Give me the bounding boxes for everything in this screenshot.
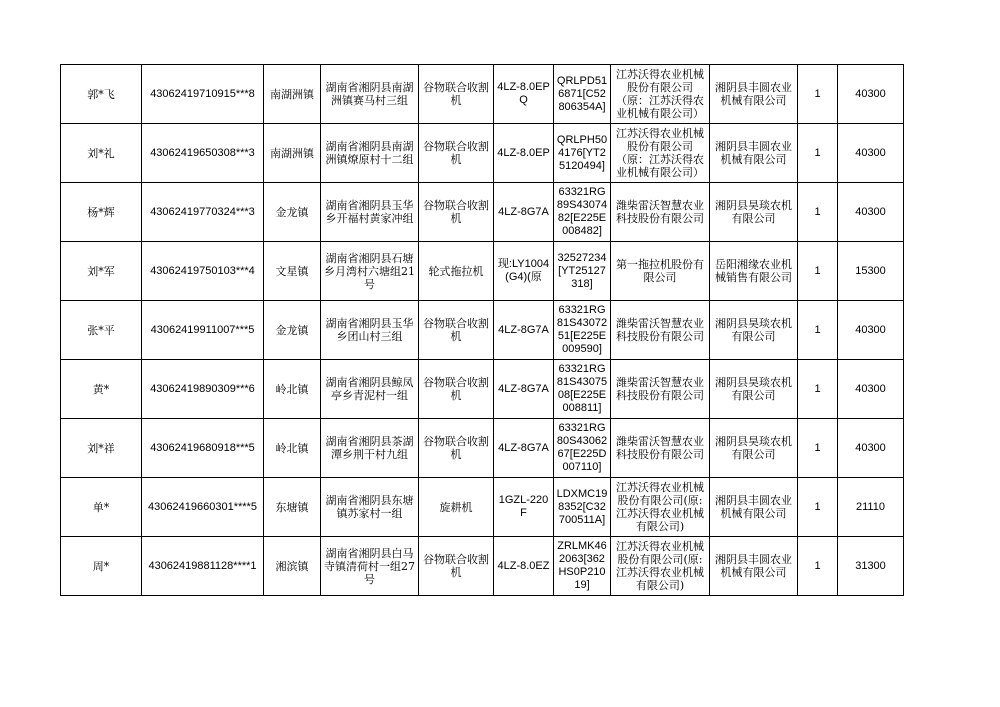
serial-number-cell: 63321RG81S4307251[E225E009590]	[554, 301, 611, 360]
manufacturer-cell: 江苏沃得农业机械股份有限公司（原：江苏沃得农业机械有限公司）	[611, 65, 710, 124]
seller-cell: 湘阴县昊琰农机有限公司	[710, 183, 798, 242]
manufacturer-cell: 潍柴雷沃智慧农业科技股份有限公司	[611, 183, 710, 242]
id-number-cell: 43062419770324***3	[142, 183, 264, 242]
id-number-cell: 43062419881128****1	[142, 537, 264, 596]
id-number-cell: 43062419890309***6	[142, 360, 264, 419]
machine-type-cell: 谷物联合收割机	[419, 360, 494, 419]
machine-type-cell: 谷物联合收割机	[419, 124, 494, 183]
table-body	[61, 65, 904, 596]
amount-cell: 40300	[838, 360, 904, 419]
id-number-cell: 43062419680918***5	[142, 419, 264, 478]
address-cell: 湖南省湘阴县茶湖潭乡荆干村九组	[321, 419, 419, 478]
serial-number-cell: 63321RG80S4306267[E225D007110]	[554, 419, 611, 478]
model-cell: 现:LY1004(G4)(原	[494, 242, 554, 301]
quantity-cell: 1	[798, 478, 838, 537]
serial-number-cell: ZRLMK462063[362HS0P21019]	[554, 537, 611, 596]
table-row	[61, 537, 904, 596]
address-cell: 湖南省湘阴县鲸凤亭乡青泥村一组	[321, 360, 419, 419]
address-cell: 湖南省湘阴县石塘乡月湾村六塘组21号	[321, 242, 419, 301]
manufacturer-cell: 第一拖拉机股份有限公司	[611, 242, 710, 301]
amount-cell: 21110	[838, 478, 904, 537]
table-row	[61, 242, 904, 301]
town-cell: 文星镇	[264, 242, 321, 301]
name-cell: 黄*	[61, 360, 142, 419]
quantity-cell: 1	[798, 65, 838, 124]
id-number-cell: 43062419911007***5	[142, 301, 264, 360]
town-cell: 岭北镇	[264, 360, 321, 419]
name-cell: 单*	[61, 478, 142, 537]
seller-cell: 湘阴县丰圆农业机械有限公司	[710, 65, 798, 124]
amount-cell: 40300	[838, 301, 904, 360]
town-cell: 南湖洲镇	[264, 124, 321, 183]
name-cell: 周*	[61, 537, 142, 596]
serial-number-cell: QRLPD516871[C52806354A]	[554, 65, 611, 124]
model-cell: 4LZ-8G7A	[494, 419, 554, 478]
town-cell: 岭北镇	[264, 419, 321, 478]
table-row	[61, 360, 904, 419]
amount-cell: 40300	[838, 124, 904, 183]
amount-cell: 31300	[838, 537, 904, 596]
id-number-cell: 43062419750103***4	[142, 242, 264, 301]
name-cell: 刘*祥	[61, 419, 142, 478]
manufacturer-cell: 江苏沃得农业机械股份有限公司(原:江苏沃得农业机械有限公司)	[611, 537, 710, 596]
model-cell: 4LZ-8G7A	[494, 183, 554, 242]
subsidy-table	[60, 64, 904, 596]
seller-cell: 湘阴县昊琰农机有限公司	[710, 360, 798, 419]
quantity-cell: 1	[798, 183, 838, 242]
model-cell: 4LZ-8.0EP	[494, 124, 554, 183]
seller-cell: 湘阴县丰圆农业机械有限公司	[710, 537, 798, 596]
address-cell: 湖南省湘阴县南湖洲镇赛马村三组	[321, 65, 419, 124]
machine-type-cell: 谷物联合收割机	[419, 301, 494, 360]
seller-cell: 湘阴县丰圆农业机械有限公司	[710, 478, 798, 537]
seller-cell: 湘阴县昊琰农机有限公司	[710, 419, 798, 478]
table-row	[61, 419, 904, 478]
table-row	[61, 124, 904, 183]
town-cell: 东塘镇	[264, 478, 321, 537]
seller-cell: 湘阴县丰圆农业机械有限公司	[710, 124, 798, 183]
model-cell: 4LZ-8.0EPQ	[494, 65, 554, 124]
manufacturer-cell: 潍柴雷沃智慧农业科技股份有限公司	[611, 301, 710, 360]
address-cell: 湖南省湘阴县南湖洲镇燎原村十二组	[321, 124, 419, 183]
machine-type-cell: 谷物联合收割机	[419, 537, 494, 596]
name-cell: 刘*礼	[61, 124, 142, 183]
table-row	[61, 183, 904, 242]
seller-cell: 岳阳湘缘农业机械销售有限公司	[710, 242, 798, 301]
manufacturer-cell: 潍柴雷沃智慧农业科技股份有限公司	[611, 360, 710, 419]
quantity-cell: 1	[798, 301, 838, 360]
id-number-cell: 43062419660301****5	[142, 478, 264, 537]
town-cell: 金龙镇	[264, 183, 321, 242]
address-cell: 湖南省湘阴县东塘镇苏家村一组	[321, 478, 419, 537]
name-cell: 刘*军	[61, 242, 142, 301]
address-cell: 湖南省湘阴县玉华乡开福村黄家冲组	[321, 183, 419, 242]
town-cell: 湘滨镇	[264, 537, 321, 596]
model-cell: 4LZ-8G7A	[494, 301, 554, 360]
machine-type-cell: 轮式拖拉机	[419, 242, 494, 301]
serial-number-cell: 63321RG81S4307508[E225E008811]	[554, 360, 611, 419]
manufacturer-cell: 江苏沃得农业机械股份有限公司(原:江苏沃得农业机械有限公司)	[611, 478, 710, 537]
serial-number-cell: 32527234[YT25127318]	[554, 242, 611, 301]
machine-type-cell: 谷物联合收割机	[419, 65, 494, 124]
quantity-cell: 1	[798, 242, 838, 301]
seller-cell: 湘阴县昊琰农机有限公司	[710, 301, 798, 360]
manufacturer-cell: 潍柴雷沃智慧农业科技股份有限公司	[611, 419, 710, 478]
machine-type-cell: 谷物联合收割机	[419, 419, 494, 478]
name-cell: 杨*辉	[61, 183, 142, 242]
address-cell: 湖南省湘阴县白马寺镇清荷村一组27号	[321, 537, 419, 596]
serial-number-cell: 63321RG89S4307482[E225E008482]	[554, 183, 611, 242]
serial-number-cell: QRLPH504176[YT25120494]	[554, 124, 611, 183]
id-number-cell: 43062419710915***8	[142, 65, 264, 124]
address-cell: 湖南省湘阴县玉华乡团山村三组	[321, 301, 419, 360]
quantity-cell: 1	[798, 360, 838, 419]
model-cell: 4LZ-8.0EZ	[494, 537, 554, 596]
quantity-cell: 1	[798, 419, 838, 478]
model-cell: 1GZL-220F	[494, 478, 554, 537]
table-row	[61, 301, 904, 360]
name-cell: 郭*飞	[61, 65, 142, 124]
quantity-cell: 1	[798, 124, 838, 183]
table-row	[61, 65, 904, 124]
machine-type-cell: 谷物联合收割机	[419, 183, 494, 242]
model-cell: 4LZ-8G7A	[494, 360, 554, 419]
amount-cell: 40300	[838, 65, 904, 124]
machine-type-cell: 旋耕机	[419, 478, 494, 537]
town-cell: 南湖洲镇	[264, 65, 321, 124]
table-row	[61, 478, 904, 537]
amount-cell: 15300	[838, 242, 904, 301]
manufacturer-cell: 江苏沃得农业机械股份有限公司（原：江苏沃得农业机械有限公司）	[611, 124, 710, 183]
amount-cell: 40300	[838, 419, 904, 478]
town-cell: 金龙镇	[264, 301, 321, 360]
id-number-cell: 43062419650308***3	[142, 124, 264, 183]
amount-cell: 40300	[838, 183, 904, 242]
quantity-cell: 1	[798, 537, 838, 596]
serial-number-cell: LDXMC198352[C32700511A]	[554, 478, 611, 537]
name-cell: 张*平	[61, 301, 142, 360]
